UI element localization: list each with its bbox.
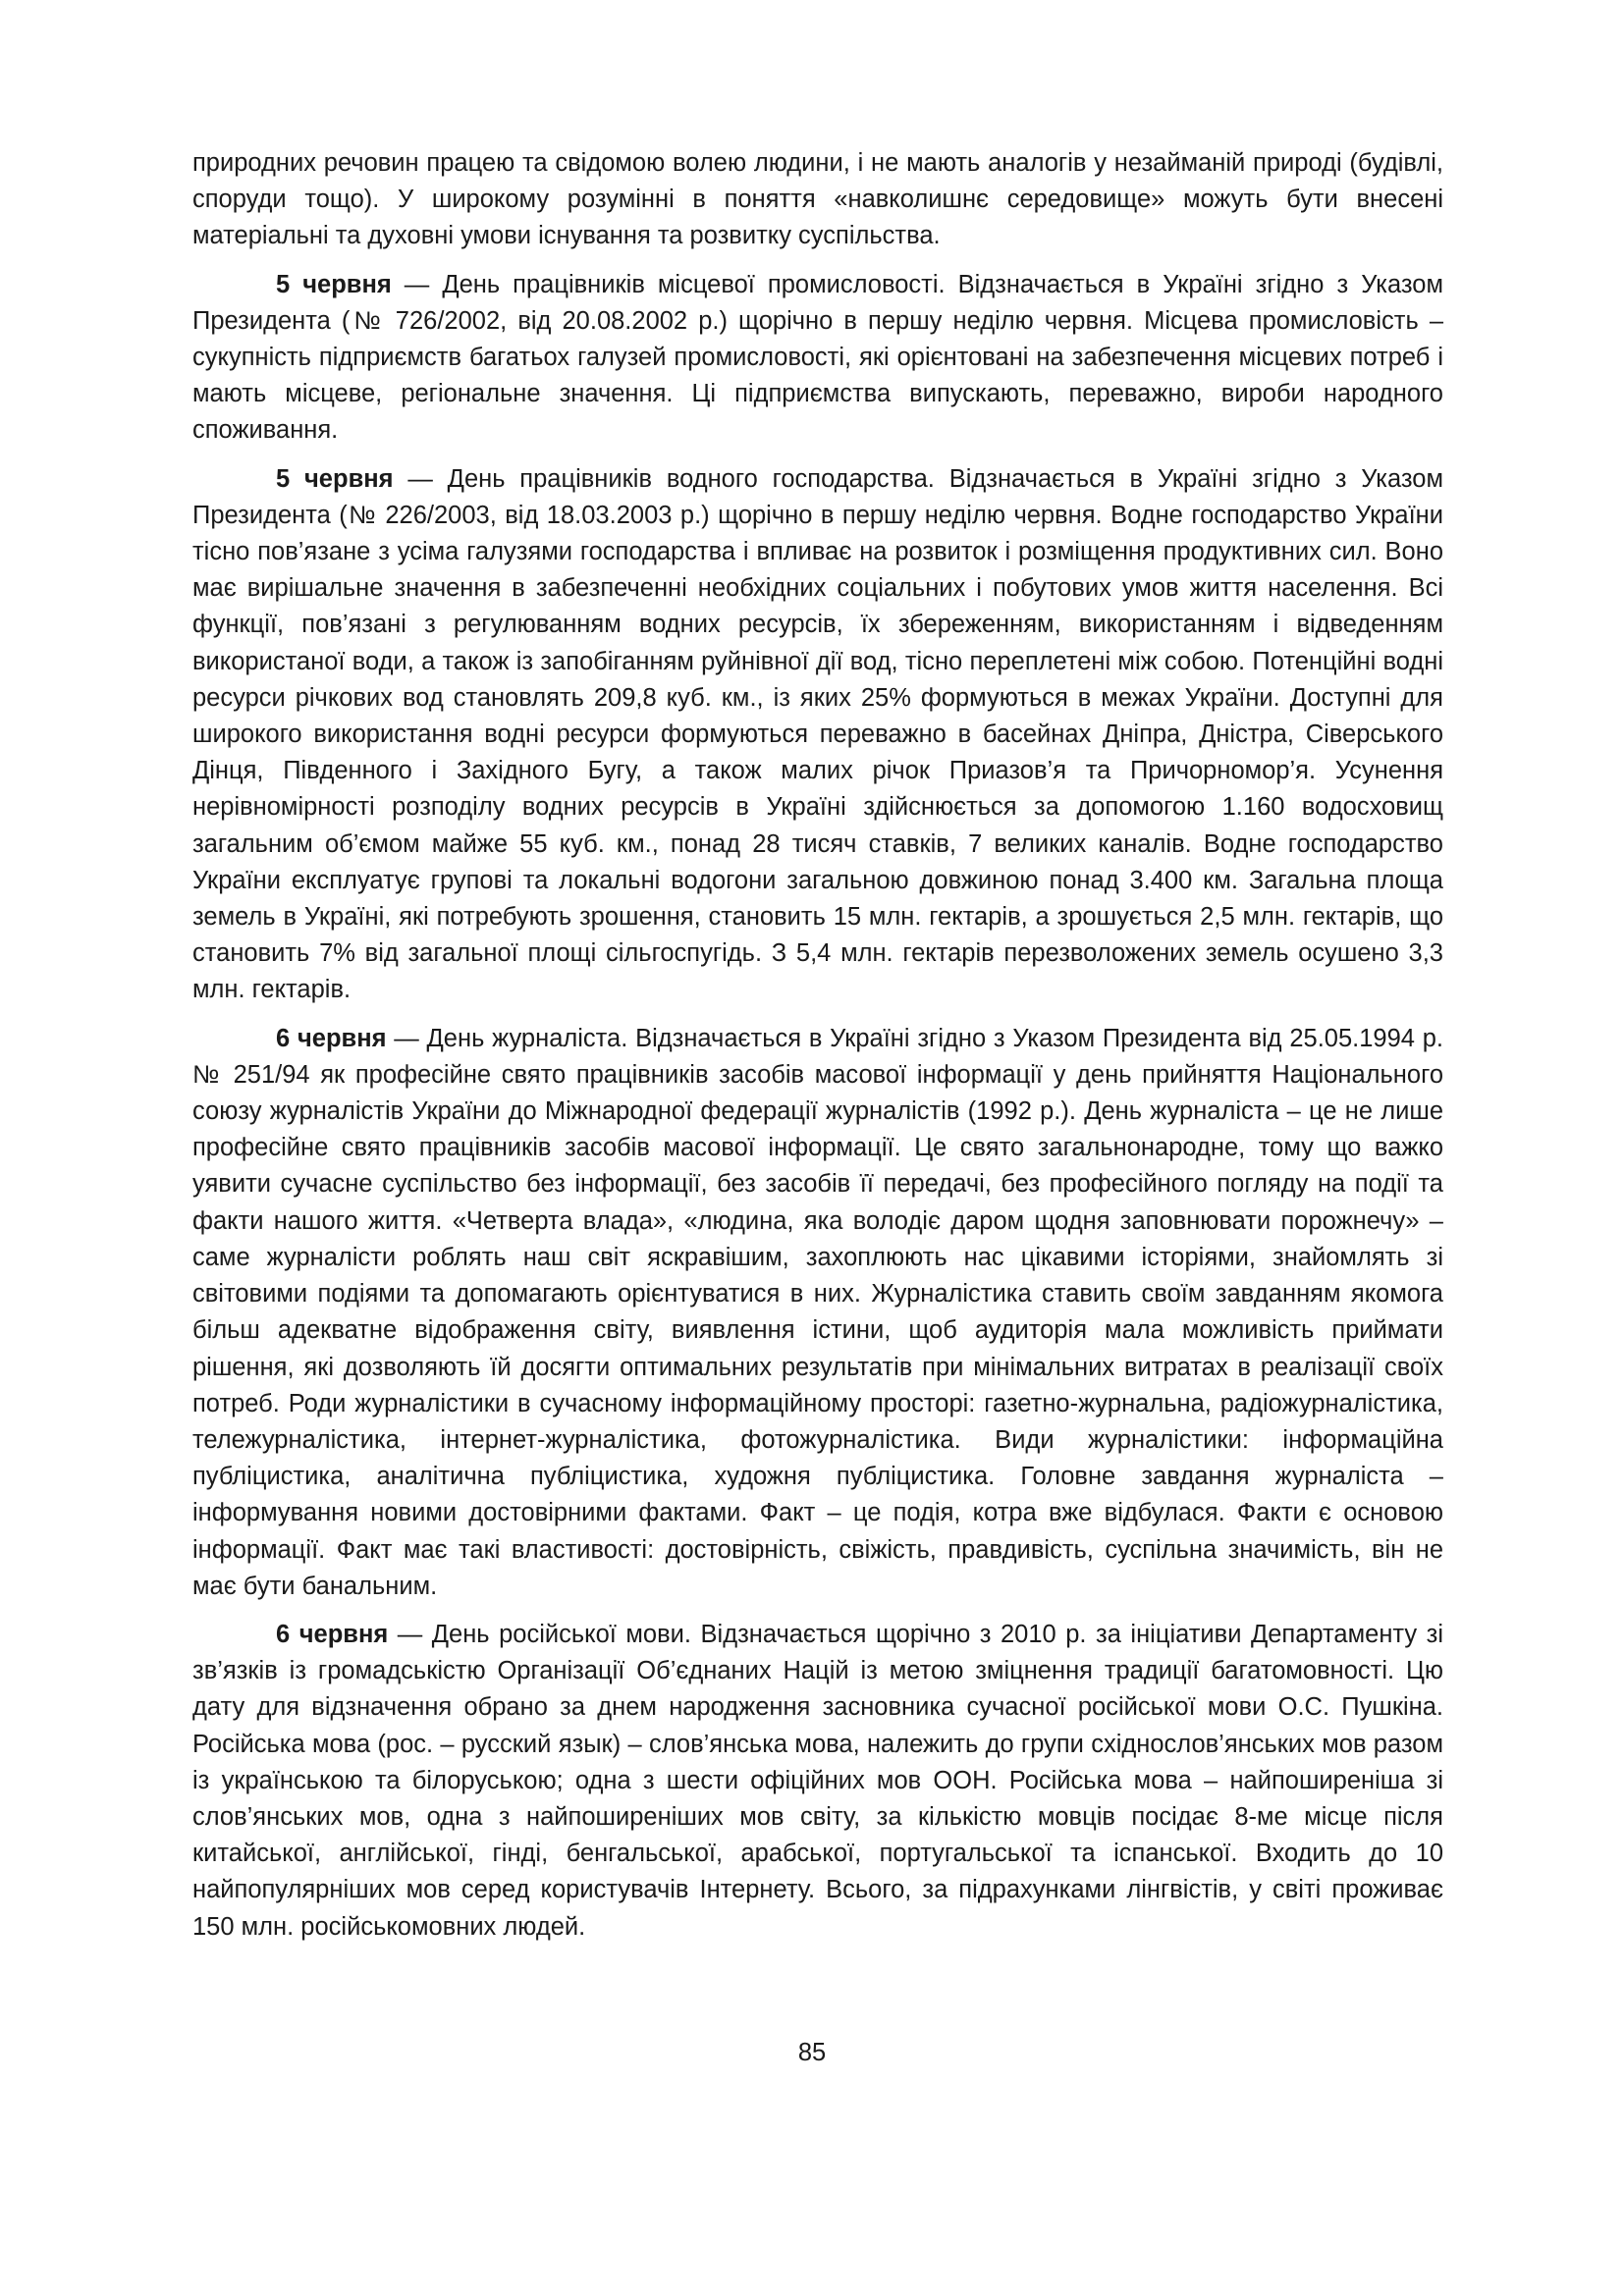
entry-text: — День журналіста. Відзначається в Україні згідно з Указом Президента від 25.05.1994 р. № 251/94 як професійне свято працівників засобів масової інформації у день прийняття Національного союзу журналістів України до Міжнародної федерації журналістів (1992 р.). День журналіста – це не лише професійне свято працівників засобів масової інформації. Це свято загальнонародне, тому що важко уявити сучасне суспільство без інформації, без засобів її передачі, без професійного погляду на події та факти нашого життя. «Четверта влада», «людина, яка володіє даром щодня заповнювати порожнечу» – саме журналісти роблять наш світ яскравішим, захоплюють нас цікавими історіями, знайомлять зі світовими подіями та допомагають орієнтуватися в них. Журналістика ставить своїм завданням якомога більш адекватне відображення світу, виявлення істини, щоб аудиторія мала можливість приймати рішення, які дозволяють їй досягти оптимальних результатів при мінімальних витратах в реалізації своїх потреб. Роди журналістики в сучасному інформаційному просторі: газетно-журнальна, радіожурналістика, тележурналістика, інтернет-журналістика, фотожурналістика. Види журналістики: інформаційна публіцистика, аналітична публіцистика, художня публіцистика. Головне завдання журналіста – інформування новими достовірними фактами. Факт – це подія, котра вже відбулася. Факти є основою інформації. Факт має такі властивості: достовірність, свіжість, правдивість, суспільна значимість, він не має бути банальним. bbox=[192, 1024, 1443, 1600]
entry-date: 6 червня bbox=[276, 1024, 387, 1052]
entry-paragraph bbox=[192, 461, 1443, 1009]
entry-text: — День працівників водного господарства. Відзначається в Україні згідно з Указом Президента (№ 226/2003, від 18.03.2003 р.) щорічно в першу неділю червня. Водне господарство України тісно пов’язане з усіма галузями господарства і впливає на розвиток і розміщення продуктивних сил. Воно має вирішальне значення в забезпеченні необхідних соціальних і побутових умов життя населення. Всі функції, пов’язані з регулюванням водних ресурсів, їх збереженням, використанням і відведенням використаної води, а також із запобіганням руйнівної дії вод, тісно переплетені між собою. Потенційні водні ресурси річкових вод становлять 209,8 куб. км., із яких 25% формуються в межах України. Доступні для широкого використання водні ресурси формуються переважно в басейнах Дніпра, Дністра, Сіверського Дінця, Південного і Західного Бугу, а також малих річок Приазов’я та Причорномор’я. Усунення нерівномірності розподілу водних ресурсів в Україні здійснюється за допомогою 1.160 водосховищ загальним об’ємом майже 55 куб. км., понад 28 тисяч ставків, 7 великих каналів. Водне господарство України експлуатує групові та локальні водогони загальною довжиною понад 3.400 км. Загальна площа земель в Україні, які потребують зрошення, становить 15 млн. гектарів, а зрошується 2,5 млн. гектарів, що становить 7% від загальної площі сільгоспугідь. З 5,4 млн. гектарів перезволожених земель осушено 3,3 млн. гектарів. bbox=[192, 464, 1443, 1004]
intro-paragraph: природних речовин працею та свідомою волею людини, і не мають аналогів у незайманій природі (будівлі, споруди тощо). У широкому розумінні в поняття «навколишнє середовище» можуть бути внесені матеріальні та духовні умови існування та розвитку суспільства. bbox=[192, 149, 1443, 250]
page-body bbox=[192, 145, 1443, 1957]
entry-date: 5 червня bbox=[276, 270, 392, 298]
entry-text: — День працівників місцевої промисловості. Відзначається в Україні згідно з Указом Президента (№ 726/2002, від 20.08.2002 р.) щорічно в першу неділю червня. Місцева промисловість – сукупність підприємств багатьох галузей промисловості, які орієнтовані на забезпечення місцевих потреб і мають місцеве, регіональне значення. Ці підприємства випускають, переважно, вироби народного споживання. bbox=[192, 270, 1443, 445]
entry-paragraph bbox=[192, 1617, 1443, 1946]
page-number: 85 bbox=[797, 2039, 827, 2066]
entry-date: 6 червня bbox=[276, 1620, 389, 1648]
entry-paragraph bbox=[192, 1021, 1443, 1605]
entry-paragraph bbox=[192, 267, 1443, 450]
entry-date: 5 червня bbox=[276, 464, 394, 493]
entry-text: — День російської мови. Відзначається щорічно з 2010 р. за ініціативи Департаменту зі зв’язків із громадськістю Організації Об’єднаних Націй із метою зміцнення традиції багатомовності. Цю дату для відзначення обрано за днем народження засновника сучасної російської мови О.С. Пушкіна. Російська мова (рос. – русский язык) – слов’янська мова, належить до групи східнослов’янських мов разом із українською та білоруською; одна з шести офіційних мов ООН. Російська мова – найпоширеніша зі слов’янських мов, одна з найпоширеніших мов світу, за кількістю мовців посідає 8-ме місце після китайської, англійської, гінді, бенгальської, арабської, португальської та іспанської. Входить до 10 найпопулярніших мов серед користувачів Інтернету. Всього, за підрахунками лінгвістів, у світі проживає 150 млн. російськомовних людей. bbox=[192, 1620, 1443, 1941]
